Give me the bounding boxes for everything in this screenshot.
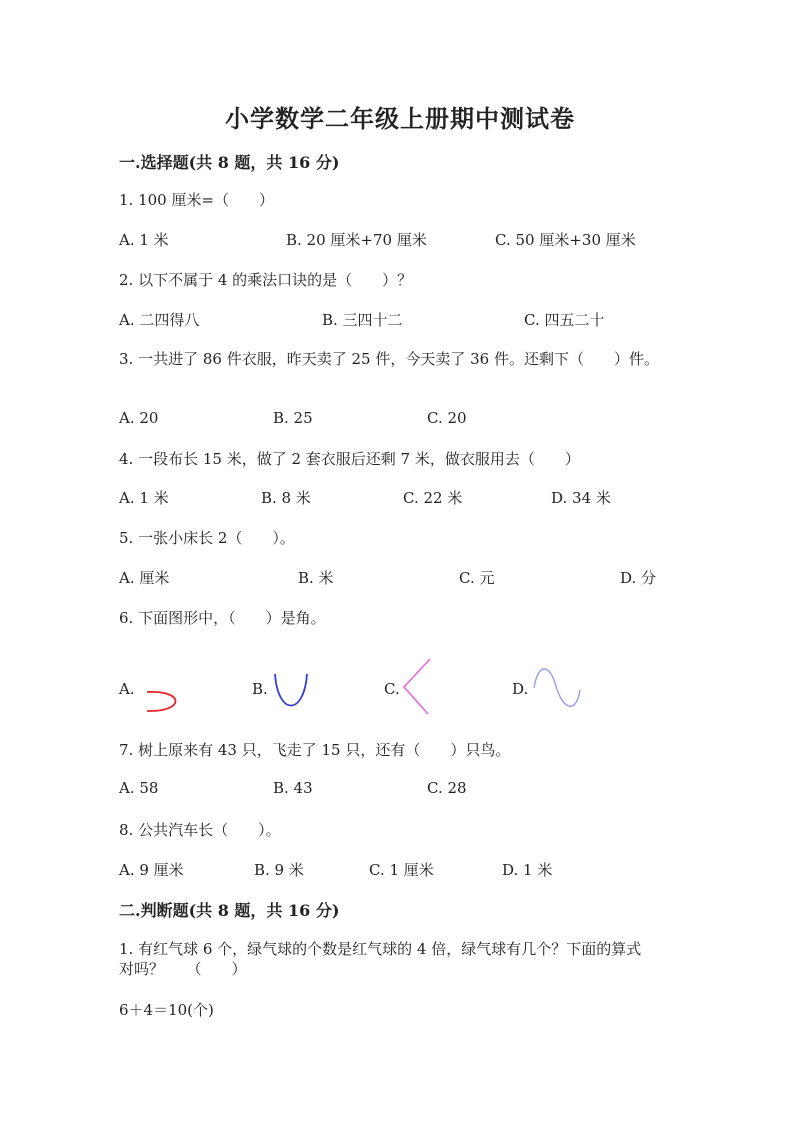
page-title: 小学数学二年级上册期中测试卷 [225,104,575,133]
q3-option-c: C. 20 [427,409,467,427]
judgement-question-1-line-2: 对吗？ （ ） [119,960,247,978]
q2-option-b: B. 三四十二 [322,311,403,329]
q3-option-a: A. 20 [119,409,159,427]
q5-option-d: D. 分 [620,569,657,587]
q6-option-c: C. [384,680,400,698]
q1-option-a: A. 1 米 [119,231,169,249]
question-7: 7. 树上原来有 43 只，飞走了 15 只，还有（ ）只鸟。 [119,741,511,759]
q3-option-b: B. 25 [273,409,313,427]
q8-option-c: C. 1 厘米 [369,861,434,879]
q8-option-a: A. 9 厘米 [119,861,184,879]
q4-option-a: A. 1 米 [119,489,169,507]
q6-option-d: D. [512,680,529,698]
q5-option-c: C. 元 [459,569,495,587]
q5-option-b: B. 米 [298,569,334,587]
q8-option-b: B. 9 米 [254,861,304,879]
question-1: 1. 100 厘米=（ ） [119,191,275,209]
q1-option-b: B. 20 厘米+70 厘米 [286,231,427,249]
q4-option-c: C. 22 米 [403,489,463,507]
question-4: 4. 一段布长 15 米，做了 2 套衣服后还剩 7 米，做衣服用去（ ） [119,450,580,468]
q1-option-c: C. 50 厘米+30 厘米 [495,231,636,249]
q6-shape-b-parabola [272,672,312,714]
judgement-question-1-formula: 6＋4＝10(个) [119,1001,214,1019]
q6-shape-d-wave [532,666,584,714]
question-6: 6. 下面图形中，（ ）是角。 [119,609,326,627]
question-3: 3. 一共进了 86 件衣服，昨天卖了 25 件，今天卖了 36 件。还剩下（ ）件。 [119,350,659,368]
q6-shape-c-angle [400,657,436,717]
section-1-heading: 一.选择题(共 8 题，共 16 分) [119,153,340,172]
q5-option-a: A. 厘米 [119,569,170,587]
q8-option-d: D. 1 米 [502,861,553,879]
q2-option-a: A. 二四得八 [119,311,200,329]
q6-option-b: B. [252,680,268,698]
question-8: 8. 公共汽车长（ ）。 [119,821,281,839]
q4-option-b: B. 8 米 [261,489,311,507]
section-2-heading: 二.判断题(共 8 题，共 16 分) [119,901,340,920]
question-5: 5. 一张小床长 2（ ）。 [119,529,295,547]
q7-option-b: B. 43 [273,779,313,797]
q6-shape-a-curve [145,690,181,714]
question-2: 2. 以下不属于 4 的乘法口诀的是（ ）？ [119,271,413,289]
q2-option-c: C. 四五二十 [524,311,605,329]
q6-option-a: A. [119,680,135,698]
judgement-question-1-line-1: 1. 有红气球 6 个，绿气球的个数是红气球的 4 倍，绿气球有几个？下面的算式 [119,940,642,958]
q4-option-d: D. 34 米 [551,489,611,507]
q7-option-a: A. 58 [119,779,159,797]
q7-option-c: C. 28 [427,779,467,797]
